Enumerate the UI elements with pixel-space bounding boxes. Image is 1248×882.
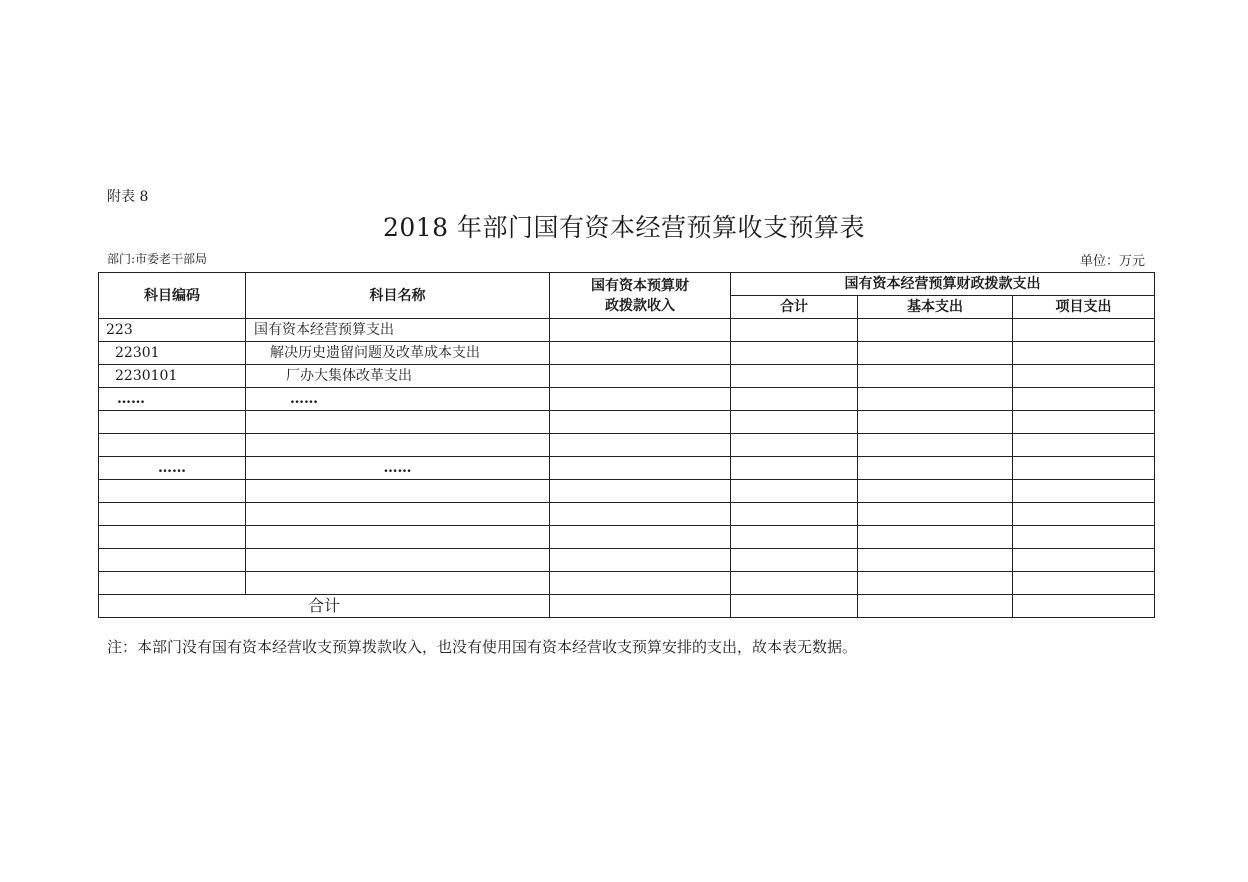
row-total <box>731 572 858 595</box>
row-code <box>99 549 246 572</box>
table-row <box>99 411 1155 434</box>
row-project <box>1013 342 1155 365</box>
total-project <box>1013 595 1155 618</box>
row-income <box>550 457 731 480</box>
row-basic <box>858 457 1013 480</box>
row-total <box>731 526 858 549</box>
header-expense-group: 国有资本经营预算财政拨款支出 <box>731 273 1155 296</box>
row-name: …… <box>246 457 550 480</box>
table-row <box>99 572 1155 595</box>
total-income <box>550 595 731 618</box>
row-code: 2230101 <box>99 365 246 388</box>
header-income-line1: 国有资本预算财 <box>591 277 689 294</box>
total-basic <box>858 595 1013 618</box>
row-code <box>99 526 246 549</box>
table-total-row <box>99 595 1155 618</box>
row-name <box>246 549 550 572</box>
row-income <box>550 411 731 434</box>
row-total <box>731 342 858 365</box>
row-total <box>731 503 858 526</box>
row-income <box>550 480 731 503</box>
row-total <box>731 549 858 572</box>
row-project <box>1013 480 1155 503</box>
footnote: 注：本部门没有国有资本经营收支预算拨款收入，也没有使用国有资本经营收支预算安排的支出，故本表无数据。 <box>107 638 858 656</box>
row-basic <box>858 572 1013 595</box>
table-row <box>99 457 1155 480</box>
row-total <box>731 434 858 457</box>
total-label: 合计 <box>99 595 550 618</box>
header-income-line2: 政拨款收入 <box>605 297 675 314</box>
row-basic <box>858 388 1013 411</box>
row-basic <box>858 434 1013 457</box>
row-name: 国有资本经营预算支出 <box>246 319 550 342</box>
row-income <box>550 526 731 549</box>
row-project <box>1013 549 1155 572</box>
department-label: 部门:市委老干部局 <box>107 252 208 266</box>
row-total <box>731 365 858 388</box>
row-name: …… <box>246 388 550 411</box>
row-name: 解决历史遗留问题及改革成本支出 <box>246 342 550 365</box>
table-row <box>99 480 1155 503</box>
table-row <box>99 549 1155 572</box>
table-header-row <box>99 273 1155 296</box>
table-row <box>99 388 1155 411</box>
table-row <box>99 365 1155 388</box>
budget-table <box>98 272 1155 618</box>
table-row <box>99 434 1155 457</box>
row-code <box>99 434 246 457</box>
row-basic <box>858 365 1013 388</box>
row-income <box>550 549 731 572</box>
row-name <box>246 434 550 457</box>
row-project <box>1013 411 1155 434</box>
row-code <box>99 411 246 434</box>
row-income <box>550 342 731 365</box>
total-total <box>731 595 858 618</box>
row-income <box>550 388 731 411</box>
header-name: 科目名称 <box>246 273 550 319</box>
row-basic <box>858 526 1013 549</box>
header-code: 科目编码 <box>99 273 246 319</box>
row-code: 223 <box>99 319 246 342</box>
row-project <box>1013 319 1155 342</box>
table-row <box>99 319 1155 342</box>
row-project <box>1013 526 1155 549</box>
row-project <box>1013 457 1155 480</box>
row-code: 22301 <box>99 342 246 365</box>
row-total <box>731 457 858 480</box>
table-row <box>99 526 1155 549</box>
page-title: 2018 年部门国有资本经营预算收支预算表 <box>382 213 866 242</box>
row-total <box>731 319 858 342</box>
header-basic: 基本支出 <box>858 296 1013 319</box>
header-income <box>550 273 731 319</box>
row-income <box>550 503 731 526</box>
unit-label: 单位：万元 <box>1079 254 1145 269</box>
row-total <box>731 388 858 411</box>
row-basic <box>858 480 1013 503</box>
row-code <box>99 480 246 503</box>
row-name <box>246 480 550 503</box>
row-basic <box>858 411 1013 434</box>
row-name <box>246 411 550 434</box>
row-name <box>246 572 550 595</box>
row-code: …… <box>99 457 246 480</box>
row-income <box>550 434 731 457</box>
row-name: 厂办大集体改革支出 <box>246 365 550 388</box>
row-project <box>1013 365 1155 388</box>
row-basic <box>858 503 1013 526</box>
row-project <box>1013 572 1155 595</box>
row-basic <box>858 549 1013 572</box>
row-basic <box>858 342 1013 365</box>
row-income <box>550 572 731 595</box>
header-project: 项目支出 <box>1013 296 1155 319</box>
table-row <box>99 503 1155 526</box>
row-project <box>1013 434 1155 457</box>
row-name <box>246 503 550 526</box>
row-project <box>1013 503 1155 526</box>
row-code <box>99 503 246 526</box>
row-code: …… <box>99 388 246 411</box>
table-row <box>99 342 1155 365</box>
header-total: 合计 <box>731 296 858 319</box>
annex-label: 附表 8 <box>107 189 149 205</box>
row-income <box>550 365 731 388</box>
row-total <box>731 480 858 503</box>
row-total <box>731 411 858 434</box>
row-basic <box>858 319 1013 342</box>
row-project <box>1013 388 1155 411</box>
row-name <box>246 526 550 549</box>
row-income <box>550 319 731 342</box>
row-code <box>99 572 246 595</box>
